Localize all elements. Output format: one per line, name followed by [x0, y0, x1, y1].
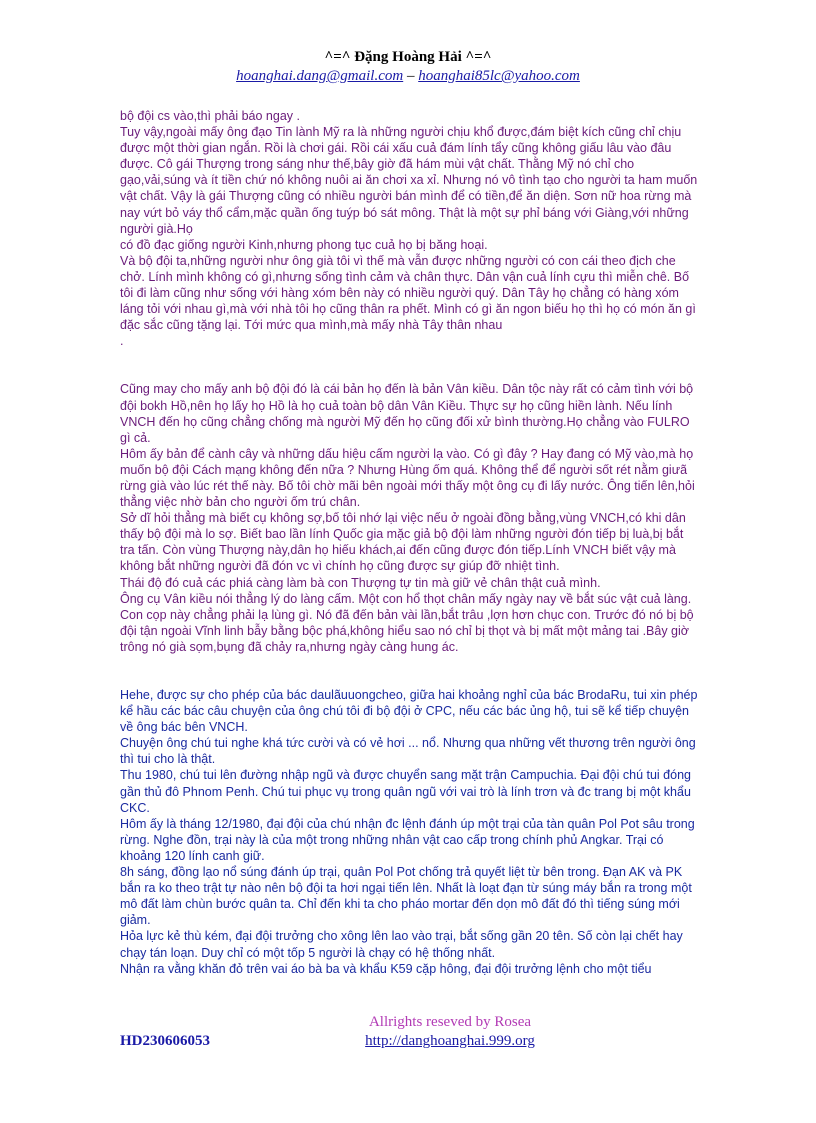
paragraph: Hehe, được sự cho phép của bác daulãuuongcheo, giữa hai khoảng nghỉ của bác BrodaRu, tui xin phép kể hầu các bác câu chuyện của ông chú tôi đi bộ đội ở CPC, nếu các bác ủng hộ, tui sẽ kể tiếp chuyện về ông bác bên VNCH.	[120, 688, 698, 735]
email-separator: –	[403, 68, 419, 84]
paragraph: 8h sáng, đồng lạo nổ súng đánh úp trại, quân Pol Pot chống trả quyết liệt từ bên trong. Đạn AK và PK bắn ra ko theo trật tự nào nên bộ đội ta hơi ngại tiến lên. Nhất là loạt đạn từ súng máy bắn ra trong một mô đất làm chùn bước quân ta. Chỉ đến khi ta cho pháo mortar đến dọn mô đất đó thì tiếng súng mới giảm.	[120, 865, 692, 928]
paragraph: bộ đội cs vào,thì phải báo ngay .	[120, 109, 300, 123]
footer-document-id: HD230606053	[120, 1033, 210, 1049]
paragraph: có đồ đạc giống người Kinh,nhưng phong tục cuả họ bị băng hoại.	[120, 237, 488, 252]
document-body	[120, 108, 700, 977]
paragraph: Tuy vậy,ngoài mấy ông đạo Tin lành Mỹ ra là những người chịu khổ được,đám biệt kích cũng chỉ chịu được một thời gian ngắn. Rồi là chơi gái. Rồi cái xấu cuả đám lính tẩy cũng không giấu lâu vào đâu được. Cô gái Thượng trong sáng như thế,bây giờ đã hám mùi vật chất. Thằng Mỹ nó chỉ cho gạo,vải,súng và ít tiền chứ nó không nuôi ai ăn chơi xa xỉ. Nhưng nó vô tình tạo cho người ta ham muốn vật chất. Vậy là gái Thượng cũng có nhiều người bán mình để có tiền,để ăn diện. Sơn nữ hoa rừng mà nay vứt bỏ váy thổ cẩm,mặc quần ống tuýp bó sát mông. Thật là một sự phỉ báng với Giàng,với những người già.Họ	[120, 125, 698, 236]
paragraph: Và bộ đội ta,những người như ông già tôi vì thế mà vẫn được những người có con cái theo địch che chở. Lính mình không có gì,nhưng sống tình cảm và chân thực. Dân vận cuả lính cựu thì miễn chê. Bố tôi đi làm cũng như sống với hàng xóm bên này có nhiều người quý. Dân Tây họ chẳng có hàng xóm láng tỏi với nhau gì,mà với nhà tôi họ cũng thân ra phết. Mình có gì ăn ngon biếu họ thì họ có món ăn gì đặc sắc cũng tặng lại. Tới mức qua mình,mà mấy nhà Tây thân nhau	[120, 253, 696, 333]
paragraph: Nhận ra vằng khăn đỏ trên vai áo bà ba và khẩu K59 cặp hông, đại đội trưởng lệnh cho một tiểu	[120, 961, 652, 976]
section-story-part-1	[120, 108, 700, 349]
author-title: ^=^ Đặng Hoàng Hải ^=^	[324, 49, 492, 65]
paragraph: Thu 1980, chú tui lên đường nhập ngũ và được chuyển sang mặt trận Campuchia. Đại đội chú tui đóng gần thủ đô Phnom Penh. Chú tui phục vụ trong quân ngũ với vai trò là lính trơn và đc trang bị một khẩu CKC.	[120, 768, 691, 815]
paragraph: Chuyện ông chú tui nghe khá tức cười và có vẻ hơi ... nổ. Nhưng qua những vết thương trên người ông thì tui cho là thật.	[120, 736, 696, 767]
email-link-yahoo[interactable]: hoanghai85lc@yahoo.com	[418, 68, 580, 84]
section-story-part-2	[120, 381, 700, 655]
paragraph: Hỏa lực kẻ thù kém, đại đội trưởng cho xông lên lao vào trại, bắt sống gần 20 tên. Số còn lại chết hay chạy tán loạn. Duy chỉ có một tốp 5 người là chạy có hệ thống nhất.	[120, 929, 683, 960]
paragraph: Ông cụ Vân kiều nói thẳng lý do làng cấm. Một con hổ thọt chân mấy ngày nay về bắt súc vật cuả làng. Con cọp này chẳng phải lạ lùng gì. Nó đã đến bản vài lần,bắt trâu ,lợn hơn chục con. Trước đó nó bị bộ đội tận ngoài Vĩnh linh bẫy bằng bộc phá,không hiểu sao nó chỉ bị thọt và bị mất một mảng tai .Bây giờ trông nó già sọm,bụng đã chảy ra,nhưng ngày càng hung ác.	[120, 591, 694, 654]
paragraph: Sở dĩ hỏi thẳng mà biết cụ không sợ,bố tôi nhớ lại việc nếu ở ngoài đồng bằng,vùng VNCH,có khi dân thấy bộ đội mà lo sợ. Biết bao lần lính Quốc gia mặc giả bộ đội làm những người đón tiếp bị luà,bị bắt tra tấn. Còn vùng Thượng này,dân họ hiếu khách,ai đến cũng được đón tiếp.Lính VNCH biết vậy mà không bắt những người đã đón vc vì chính họ cũng được sự giúp đỡ nhiệt tình.	[120, 511, 686, 574]
paragraph: .	[120, 334, 124, 349]
paragraph: Hôm ấy là tháng 12/1980, đại đội của chú nhận đc lệnh đánh úp một trại của tàn quân Pol Pot sâu trong rừng. Nghe đồn, trại này là của một trong những nhân vật cao cấp trong chính phủ Angkar. Trại có khoảng 120 lính canh giữ.	[120, 816, 695, 863]
page-header	[0, 48, 816, 86]
paragraph: Hôm ấy bản để cành cây và những dấu hiệu cấm người lạ vào. Có gì đây ? Hay đang có Mỹ vào,mà họ muốn bộ đội Cách mạng không đến nữa ? Nhưng Hùng ốm quá. Không thể để người sốt rét nằm giưã rừng già vào lúc rét thế này. Bố tôi chờ mãi bên ngoài mới thấy một ông cụ đi lấy nước. Ông tiến lên,hỏi thẳng việc nhờ bản cho người ốm trú chân.	[120, 446, 695, 510]
author-emails	[0, 66, 816, 86]
email-link-gmail[interactable]: hoanghai.dang@gmail.com	[236, 68, 404, 84]
footer-copyright: Allrights reseved by Rosea	[368, 1014, 532, 1030]
footer-website-link[interactable]: http://danghoanghai.999.org	[365, 1033, 535, 1049]
section-cpc-story	[120, 687, 700, 977]
paragraph: Cũng may cho mấy anh bộ đội đó là cái bản họ đến là bản Vân kiều. Dân tộc này rất có cảm tình với bộ đội bokh Hồ,nên họ lấy họ Hồ là họ cuả toàn bộ dân Vân Kiều. Thực sự họ cũng hiền lành. Nếu lính VNCH đến họ cũng chẳng chống mà người Mỹ đến họ cũng đối xử bình thường.Họ chẳng vào FULRO gì cả.	[120, 382, 694, 445]
paragraph: Thái độ đó cuả các phiá càng làm bà con Thượng tự tin mà giữ vẻ chân thật cuả mình.	[120, 575, 601, 590]
